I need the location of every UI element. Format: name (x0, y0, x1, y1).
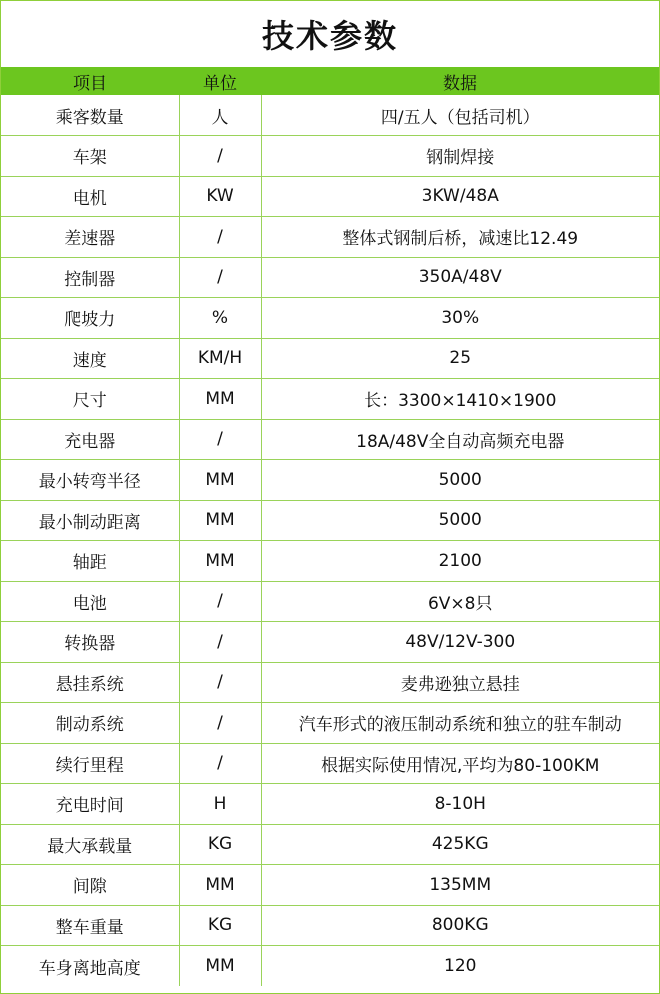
table-row (1, 136, 659, 177)
table-row (1, 379, 659, 420)
cell-item: 最大承载量 (1, 824, 179, 865)
table-row (1, 419, 659, 460)
table-row (1, 257, 659, 298)
table-row (1, 784, 659, 825)
cell-value: 350A/48V (261, 257, 659, 298)
cell-item: 充电器 (1, 419, 179, 460)
cell-item: 电池 (1, 581, 179, 622)
cell-item: 尺寸 (1, 379, 179, 420)
table-row (1, 824, 659, 865)
cell-value: 8-10H (261, 784, 659, 825)
header-item: 项目 (73, 73, 107, 94)
cell-value: 2100 (261, 541, 659, 582)
cell-value: 整体式钢制后桥，减速比12.49 (261, 217, 659, 258)
cell-unit: / (179, 581, 261, 622)
cell-unit: / (179, 662, 261, 703)
cell-item: 最小制动距离 (1, 500, 179, 541)
cell-value: 800KG (261, 905, 659, 946)
cell-item: 制动系统 (1, 703, 179, 744)
cell-value: 25 (261, 338, 659, 379)
cell-unit: KG (179, 905, 261, 946)
table-row (1, 217, 659, 258)
cell-item: 充电时间 (1, 784, 179, 825)
cell-unit: / (179, 622, 261, 663)
cell-value: 120 (261, 946, 659, 987)
cell-unit: % (179, 298, 261, 339)
table-row (1, 703, 659, 744)
cell-item: 爬坡力 (1, 298, 179, 339)
cell-unit: KG (179, 824, 261, 865)
cell-value: 四/五人（包括司机） (261, 95, 659, 136)
cell-unit: MM (179, 500, 261, 541)
cell-unit: MM (179, 379, 261, 420)
cell-value: 5000 (261, 500, 659, 541)
cell-unit: / (179, 743, 261, 784)
table-row (1, 946, 659, 987)
cell-value: 6V×8只 (261, 581, 659, 622)
table-row (1, 298, 659, 339)
cell-value: 30% (261, 298, 659, 339)
cell-value: 425KG (261, 824, 659, 865)
table-row (1, 95, 659, 136)
table-row (1, 500, 659, 541)
cell-item: 车架 (1, 136, 179, 177)
cell-item: 轴距 (1, 541, 179, 582)
table-row (1, 662, 659, 703)
cell-unit: H (179, 784, 261, 825)
page-title: 技术参数 (261, 17, 398, 55)
table-row (1, 541, 659, 582)
cell-value: 汽车形式的液压制动系统和独立的驻车制动 (261, 703, 659, 744)
cell-value: 18A/48V全自动高频充电器 (261, 419, 659, 460)
cell-unit: MM (179, 946, 261, 987)
header-data: 数据 (443, 73, 477, 94)
cell-unit: / (179, 419, 261, 460)
table-row (1, 176, 659, 217)
header-unit: 单位 (203, 73, 237, 94)
cell-unit: MM (179, 541, 261, 582)
cell-item: 速度 (1, 338, 179, 379)
cell-value: 麦弗逊独立悬挂 (261, 662, 659, 703)
table-row (1, 622, 659, 663)
cell-unit: KW (179, 176, 261, 217)
cell-unit: MM (179, 460, 261, 501)
table-body (1, 95, 659, 986)
cell-unit: KM/H (179, 338, 261, 379)
cell-item: 电机 (1, 176, 179, 217)
cell-unit: / (179, 257, 261, 298)
cell-unit: / (179, 217, 261, 258)
table-row (1, 460, 659, 501)
cell-item: 车身离地高度 (38, 958, 141, 979)
cell-value: 5000 (261, 460, 659, 501)
cell-item: 间隙 (1, 865, 179, 906)
cell-unit: MM (179, 865, 261, 906)
cell-item: 悬挂系统 (1, 662, 179, 703)
cell-value: 长：3300×1410×1900 (261, 379, 659, 420)
cell-value: 135MM (261, 865, 659, 906)
cell-unit: / (179, 703, 261, 744)
table-row (1, 338, 659, 379)
cell-item: 续行里程 (1, 743, 179, 784)
cell-item: 整车重量 (1, 905, 179, 946)
table-row (1, 581, 659, 622)
cell-value: 3KW/48A (261, 176, 659, 217)
cell-unit: 人 (179, 95, 261, 136)
cell-value: 48V/12V-300 (261, 622, 659, 663)
spec-table (1, 67, 659, 986)
cell-item: 差速器 (1, 217, 179, 258)
table-row (1, 865, 659, 906)
cell-item: 乘客数量 (1, 95, 179, 136)
cell-value: 根据实际使用情况,平均为80-100KM (261, 743, 659, 784)
table-header-row (1, 67, 659, 95)
cell-unit: / (179, 136, 261, 177)
cell-item: 转换器 (1, 622, 179, 663)
table-row (1, 743, 659, 784)
table-row (1, 905, 659, 946)
cell-item: 控制器 (1, 257, 179, 298)
cell-value: 钢制焊接 (261, 136, 659, 177)
cell-item: 最小转弯半径 (1, 460, 179, 501)
